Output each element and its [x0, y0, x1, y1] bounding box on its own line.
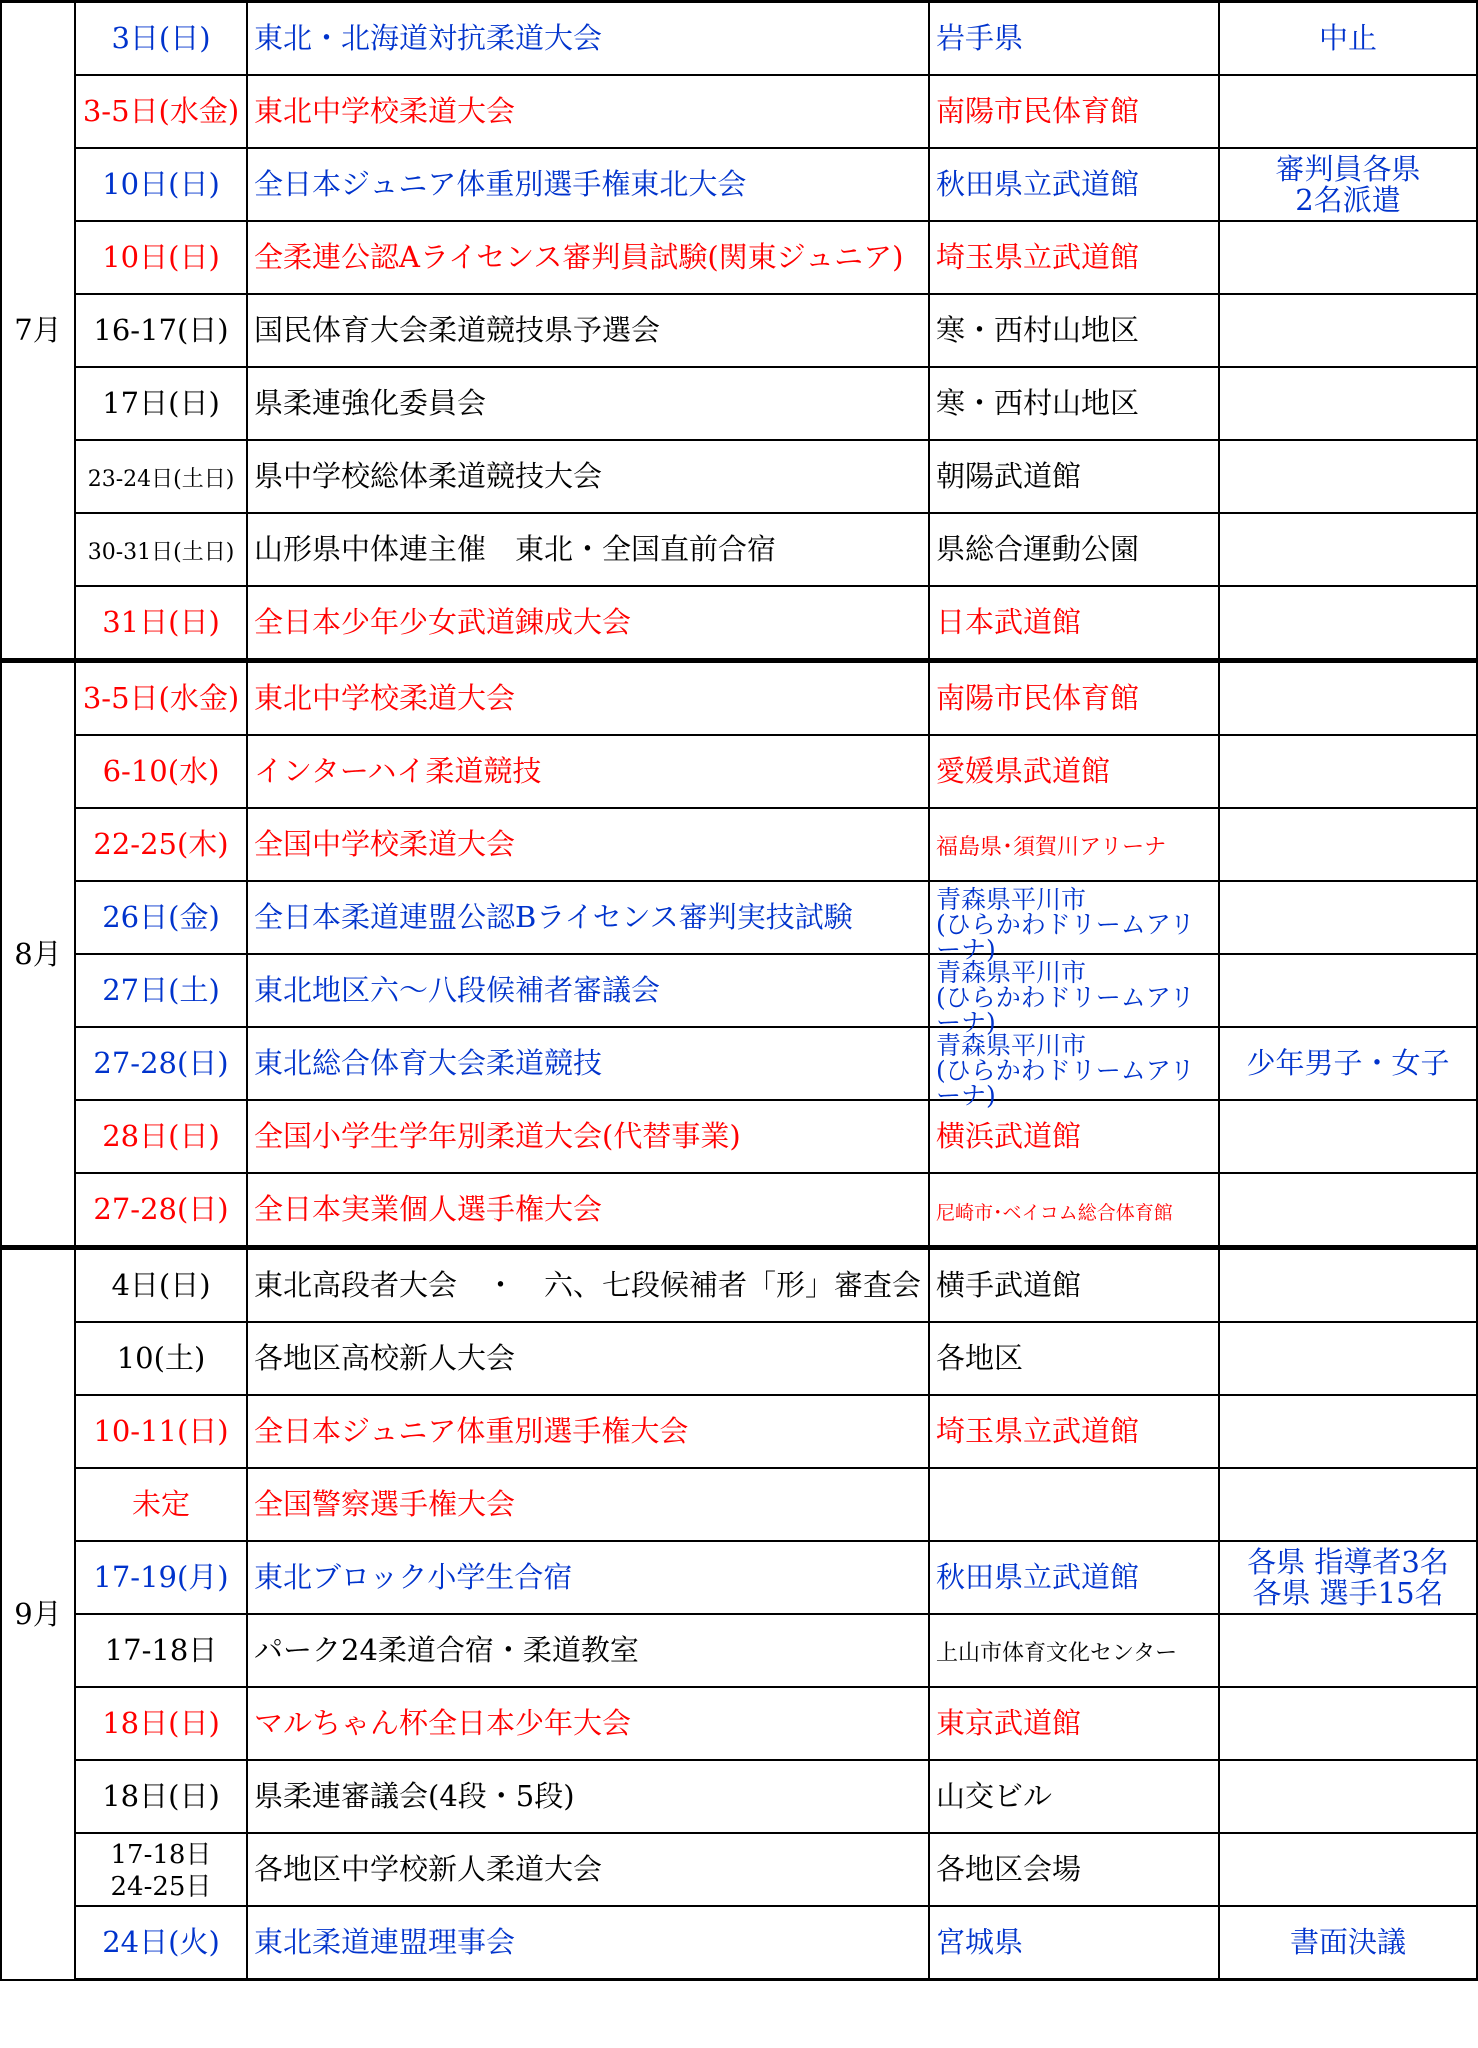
event-name-text: 全国中学校柔道大会 — [254, 827, 516, 862]
event-note-text: 書面決議 — [1289, 1925, 1406, 1960]
event-date-text: 23-24日(土日) — [87, 467, 235, 493]
event-name — [247, 1541, 929, 1614]
event-note — [1219, 221, 1477, 294]
event-date-text: 27-28(日) — [93, 1192, 229, 1227]
event-date — [75, 1468, 247, 1541]
event-venue-text: 青森県平川市 (ひらかわドリームアリーナ) — [936, 957, 1195, 1037]
schedule-row — [1, 1248, 1477, 1323]
event-date — [75, 661, 247, 736]
event-date — [75, 1395, 247, 1468]
event-date-text: 3-5日(水金) — [82, 94, 240, 129]
event-venue — [929, 440, 1219, 513]
event-name-text: 国民体育大会柔道競技県予選会 — [254, 313, 661, 348]
event-date-text: 17-18日 — [104, 1633, 218, 1668]
event-date — [75, 954, 247, 1027]
event-venue — [929, 1248, 1219, 1323]
event-date-text: 16-17(日) — [93, 313, 229, 348]
event-note — [1219, 1760, 1477, 1833]
event-name — [247, 1173, 929, 1248]
schedule-row — [1, 2, 1477, 76]
event-date — [75, 586, 247, 661]
event-note-text: 少年男子・女子 — [1246, 1046, 1450, 1081]
month-label: 7月 — [1, 2, 75, 661]
event-date-text: 22-25(木) — [93, 827, 229, 862]
event-venue — [929, 881, 1219, 964]
event-date-text: 24日(火) — [102, 1925, 220, 1960]
event-date-text: 3日(日) — [111, 21, 211, 56]
event-name-text: 東北ブロック小学生合宿 — [254, 1560, 573, 1595]
event-name — [247, 440, 929, 513]
event-venue-text: 宮城県 — [936, 1925, 1024, 1960]
event-note — [1219, 2, 1477, 76]
event-date — [75, 1614, 247, 1687]
event-name — [247, 1100, 929, 1173]
event-date — [75, 367, 247, 440]
event-name — [247, 75, 929, 148]
event-venue — [929, 954, 1219, 1037]
event-venue-text: 東京武道館 — [936, 1706, 1082, 1741]
event-venue — [929, 661, 1219, 736]
event-venue-text: 横浜武道館 — [936, 1119, 1082, 1154]
event-date-text: 17日(日) — [102, 386, 220, 421]
event-name — [247, 661, 929, 736]
schedule-row — [1, 661, 1477, 736]
event-date — [75, 1322, 247, 1395]
event-date — [75, 1833, 247, 1906]
event-name-text: マルちゃん杯全日本少年大会 — [254, 1706, 632, 1741]
event-name — [247, 1027, 929, 1100]
event-name-text: 全日本ジュニア体重別選手権大会 — [254, 1414, 689, 1449]
event-note-text: 中止 — [1318, 21, 1377, 56]
event-date — [75, 513, 247, 586]
event-note — [1219, 513, 1477, 586]
event-venue — [929, 1833, 1219, 1906]
event-note — [1219, 1906, 1477, 1980]
schedule-row — [1, 1833, 1477, 1906]
event-name — [247, 2, 929, 76]
event-name-text: 東北柔道連盟理事会 — [254, 1925, 516, 1960]
event-name — [247, 1395, 929, 1468]
schedule-row — [1, 1100, 1477, 1173]
event-date-text: 27日(土) — [102, 973, 220, 1008]
schedule-row — [1, 586, 1477, 661]
event-date — [75, 1906, 247, 1980]
event-venue — [929, 294, 1219, 367]
event-name — [247, 1322, 929, 1395]
event-date-text: 10日(日) — [102, 240, 220, 275]
event-name-text: パーク24柔道合宿・柔道教室 — [254, 1633, 639, 1668]
event-note — [1219, 1027, 1477, 1100]
event-date — [75, 1173, 247, 1248]
schedule-row — [1, 1468, 1477, 1541]
event-name-text: 県柔連強化委員会 — [254, 386, 487, 421]
event-date — [75, 440, 247, 513]
event-venue — [929, 75, 1219, 148]
event-note — [1219, 1100, 1477, 1173]
event-date-text: 26日(金) — [102, 900, 220, 935]
event-date-text: 4日(日) — [111, 1268, 211, 1303]
event-note — [1219, 75, 1477, 148]
event-name-text: 各地区中学校新人柔道大会 — [254, 1852, 603, 1887]
event-date — [75, 735, 247, 808]
event-name-text: 全国小学生学年別柔道大会(代替事業) — [254, 1119, 741, 1154]
event-venue-text: 寒・西村山地区 — [936, 386, 1140, 421]
event-venue-text: 青森県平川市 (ひらかわドリームアリーナ) — [936, 884, 1195, 964]
event-note — [1219, 294, 1477, 367]
schedule-row — [1, 954, 1477, 1027]
schedule-row — [1, 808, 1477, 881]
schedule-row — [1, 1322, 1477, 1395]
event-note — [1219, 881, 1477, 954]
event-note — [1219, 367, 1477, 440]
event-name — [247, 1906, 929, 1980]
event-date-text: 18日(日) — [102, 1706, 220, 1741]
event-name-text: 全国警察選手権大会 — [254, 1487, 516, 1522]
event-date — [75, 148, 247, 221]
event-date — [75, 1687, 247, 1760]
event-name — [247, 586, 929, 661]
event-name — [247, 513, 929, 586]
event-date — [75, 1541, 247, 1614]
event-name-text: 山形県中体連主催 東北・全国直前合宿 — [254, 532, 777, 567]
schedule-row — [1, 75, 1477, 148]
event-date-text: 未定 — [131, 1487, 190, 1522]
event-name-text: 全日本ジュニア体重別選手権東北大会 — [254, 167, 747, 202]
event-venue — [929, 1906, 1219, 1980]
event-venue-text: 秋田県立武道館 — [936, 1560, 1140, 1595]
event-date-text: 10-11(日) — [93, 1414, 229, 1449]
event-date — [75, 75, 247, 148]
schedule-row — [1, 440, 1477, 513]
event-venue-text: 尼崎市･ベイコム総合体育館 — [936, 1202, 1173, 1225]
event-date-text: 17-19(月) — [93, 1560, 229, 1595]
schedule-row — [1, 148, 1477, 221]
event-date-text: 31日(日) — [102, 605, 220, 640]
schedule-row — [1, 1614, 1477, 1687]
event-venue-text: 各地区 — [936, 1341, 1024, 1376]
event-name — [247, 954, 929, 1027]
event-note-text: 各県 指導者3名 各県 選手15名 — [1247, 1545, 1449, 1610]
event-name-text: 東北総合体育大会柔道競技 — [254, 1046, 603, 1081]
event-name-text: 東北中学校柔道大会 — [254, 94, 516, 129]
event-date — [75, 1760, 247, 1833]
event-name-text: 全柔連公認Aライセンス審判員試験(関東ジュニア) — [254, 240, 904, 275]
event-venue-text: 日本武道館 — [936, 605, 1082, 640]
event-note — [1219, 735, 1477, 808]
schedule-row — [1, 1906, 1477, 1980]
schedule-row — [1, 513, 1477, 586]
event-note — [1219, 148, 1477, 221]
event-date-text: 6-10(水) — [102, 754, 220, 789]
event-venue-text: 横手武道館 — [936, 1268, 1082, 1303]
event-name-text: 全日本柔道連盟公認Bライセンス審判実技試験 — [254, 900, 853, 935]
schedule-row — [1, 367, 1477, 440]
event-note — [1219, 1833, 1477, 1906]
event-date — [75, 2, 247, 76]
event-name — [247, 221, 929, 294]
event-note-text: 審判員各県 2名派遣 — [1275, 152, 1421, 217]
event-venue — [929, 1173, 1219, 1248]
event-venue — [929, 367, 1219, 440]
event-venue — [929, 586, 1219, 661]
event-name — [247, 294, 929, 367]
schedule-row — [1, 735, 1477, 808]
event-date — [75, 808, 247, 881]
schedule-row — [1, 221, 1477, 294]
event-name-text: 全日本実業個人選手権大会 — [254, 1192, 603, 1227]
event-venue — [929, 1541, 1219, 1614]
event-date — [75, 881, 247, 954]
event-venue — [929, 808, 1219, 881]
event-venue-text: 朝陽武道館 — [936, 459, 1082, 494]
event-venue-text: 愛媛県武道館 — [936, 754, 1111, 789]
event-date-text: 27-28(日) — [93, 1046, 229, 1081]
event-date — [75, 1248, 247, 1323]
event-venue-text: 県総合運動公園 — [936, 532, 1140, 567]
event-venue — [929, 1395, 1219, 1468]
event-date-text: 17-18日 24-25日 — [110, 1840, 212, 1902]
schedule-row — [1, 1541, 1477, 1614]
event-name — [247, 735, 929, 808]
event-name — [247, 1614, 929, 1687]
schedule-row — [1, 1687, 1477, 1760]
event-date-text: 10(土) — [116, 1341, 206, 1376]
event-venue — [929, 1322, 1219, 1395]
event-note — [1219, 1322, 1477, 1395]
event-name — [247, 367, 929, 440]
event-date — [75, 1027, 247, 1100]
schedule-row — [1, 294, 1477, 367]
event-note — [1219, 954, 1477, 1027]
event-name-text: インターハイ柔道競技 — [254, 754, 542, 789]
month-label: 8月 — [1, 661, 75, 1248]
event-note — [1219, 808, 1477, 881]
event-note — [1219, 1614, 1477, 1687]
schedule-row — [1, 1027, 1477, 1100]
event-date-text: 10日(日) — [102, 167, 220, 202]
event-name — [247, 1833, 929, 1906]
schedule-body — [1, 2, 1477, 1980]
event-venue-text: 青森県平川市 (ひらかわドリームアリーナ) — [936, 1030, 1195, 1110]
event-venue — [929, 735, 1219, 808]
event-date-text: 3-5日(水金) — [82, 681, 240, 716]
event-note — [1219, 1173, 1477, 1248]
event-venue — [929, 1468, 1219, 1541]
schedule-row — [1, 1395, 1477, 1468]
event-venue — [929, 1687, 1219, 1760]
event-venue-text: 岩手県 — [936, 21, 1024, 56]
event-note — [1219, 1395, 1477, 1468]
event-name-text: 県柔連審議会(4段・5段) — [254, 1779, 575, 1814]
month-label: 9月 — [1, 1248, 75, 1980]
event-name-text: 東北地区六～八段候補者審議会 — [254, 973, 661, 1008]
event-name-text: 東北中学校柔道大会 — [254, 681, 516, 716]
schedule-row — [1, 1760, 1477, 1833]
event-venue — [929, 1760, 1219, 1833]
event-venue-text: 寒・西村山地区 — [936, 313, 1140, 348]
event-name-text: 東北高段者大会 ・ 六、七段候補者「形」審査会 — [254, 1268, 922, 1303]
event-note — [1219, 1248, 1477, 1323]
event-note — [1219, 586, 1477, 661]
event-venue — [929, 221, 1219, 294]
event-note — [1219, 1541, 1477, 1614]
event-note — [1219, 1468, 1477, 1541]
event-venue — [929, 2, 1219, 76]
event-note — [1219, 661, 1477, 736]
event-venue-text: 埼玉県立武道館 — [936, 1414, 1140, 1449]
event-date-text: 30-31日(土日) — [87, 540, 235, 566]
event-date — [75, 221, 247, 294]
event-name — [247, 1760, 929, 1833]
event-venue — [929, 513, 1219, 586]
event-venue — [929, 1027, 1219, 1110]
schedule-row — [1, 1173, 1477, 1248]
event-note — [1219, 1687, 1477, 1760]
event-name-text: 県中学校総体柔道競技大会 — [254, 459, 603, 494]
schedule-row — [1, 881, 1477, 954]
event-venue-text: 南陽市民体育館 — [936, 94, 1140, 129]
event-date — [75, 1100, 247, 1173]
event-venue — [929, 148, 1219, 221]
event-venue-text: 福島県･須賀川アリーナ — [936, 835, 1167, 861]
event-date-text: 28日(日) — [102, 1119, 220, 1154]
event-venue-text: 埼玉県立武道館 — [936, 240, 1140, 275]
event-name — [247, 1468, 929, 1541]
event-venue-text: 山交ビル — [936, 1779, 1053, 1814]
event-venue-text: 南陽市民体育館 — [936, 681, 1140, 716]
event-date — [75, 294, 247, 367]
event-name — [247, 808, 929, 881]
event-date-text: 18日(日) — [102, 1779, 220, 1814]
event-venue-text: 秋田県立武道館 — [936, 167, 1140, 202]
event-name — [247, 1687, 929, 1760]
event-name-text: 東北・北海道対抗柔道大会 — [254, 21, 603, 56]
event-name-text: 全日本少年少女武道錬成大会 — [254, 605, 632, 640]
event-name — [247, 148, 929, 221]
event-name-text: 各地区高校新人大会 — [254, 1341, 516, 1376]
event-venue-text: 上山市体育文化センター — [936, 1641, 1178, 1667]
event-name — [247, 881, 929, 954]
event-name — [247, 1248, 929, 1323]
event-venue — [929, 1614, 1219, 1687]
event-venue — [929, 1100, 1219, 1173]
event-venue-text: 各地区会場 — [936, 1852, 1082, 1887]
event-note — [1219, 440, 1477, 513]
